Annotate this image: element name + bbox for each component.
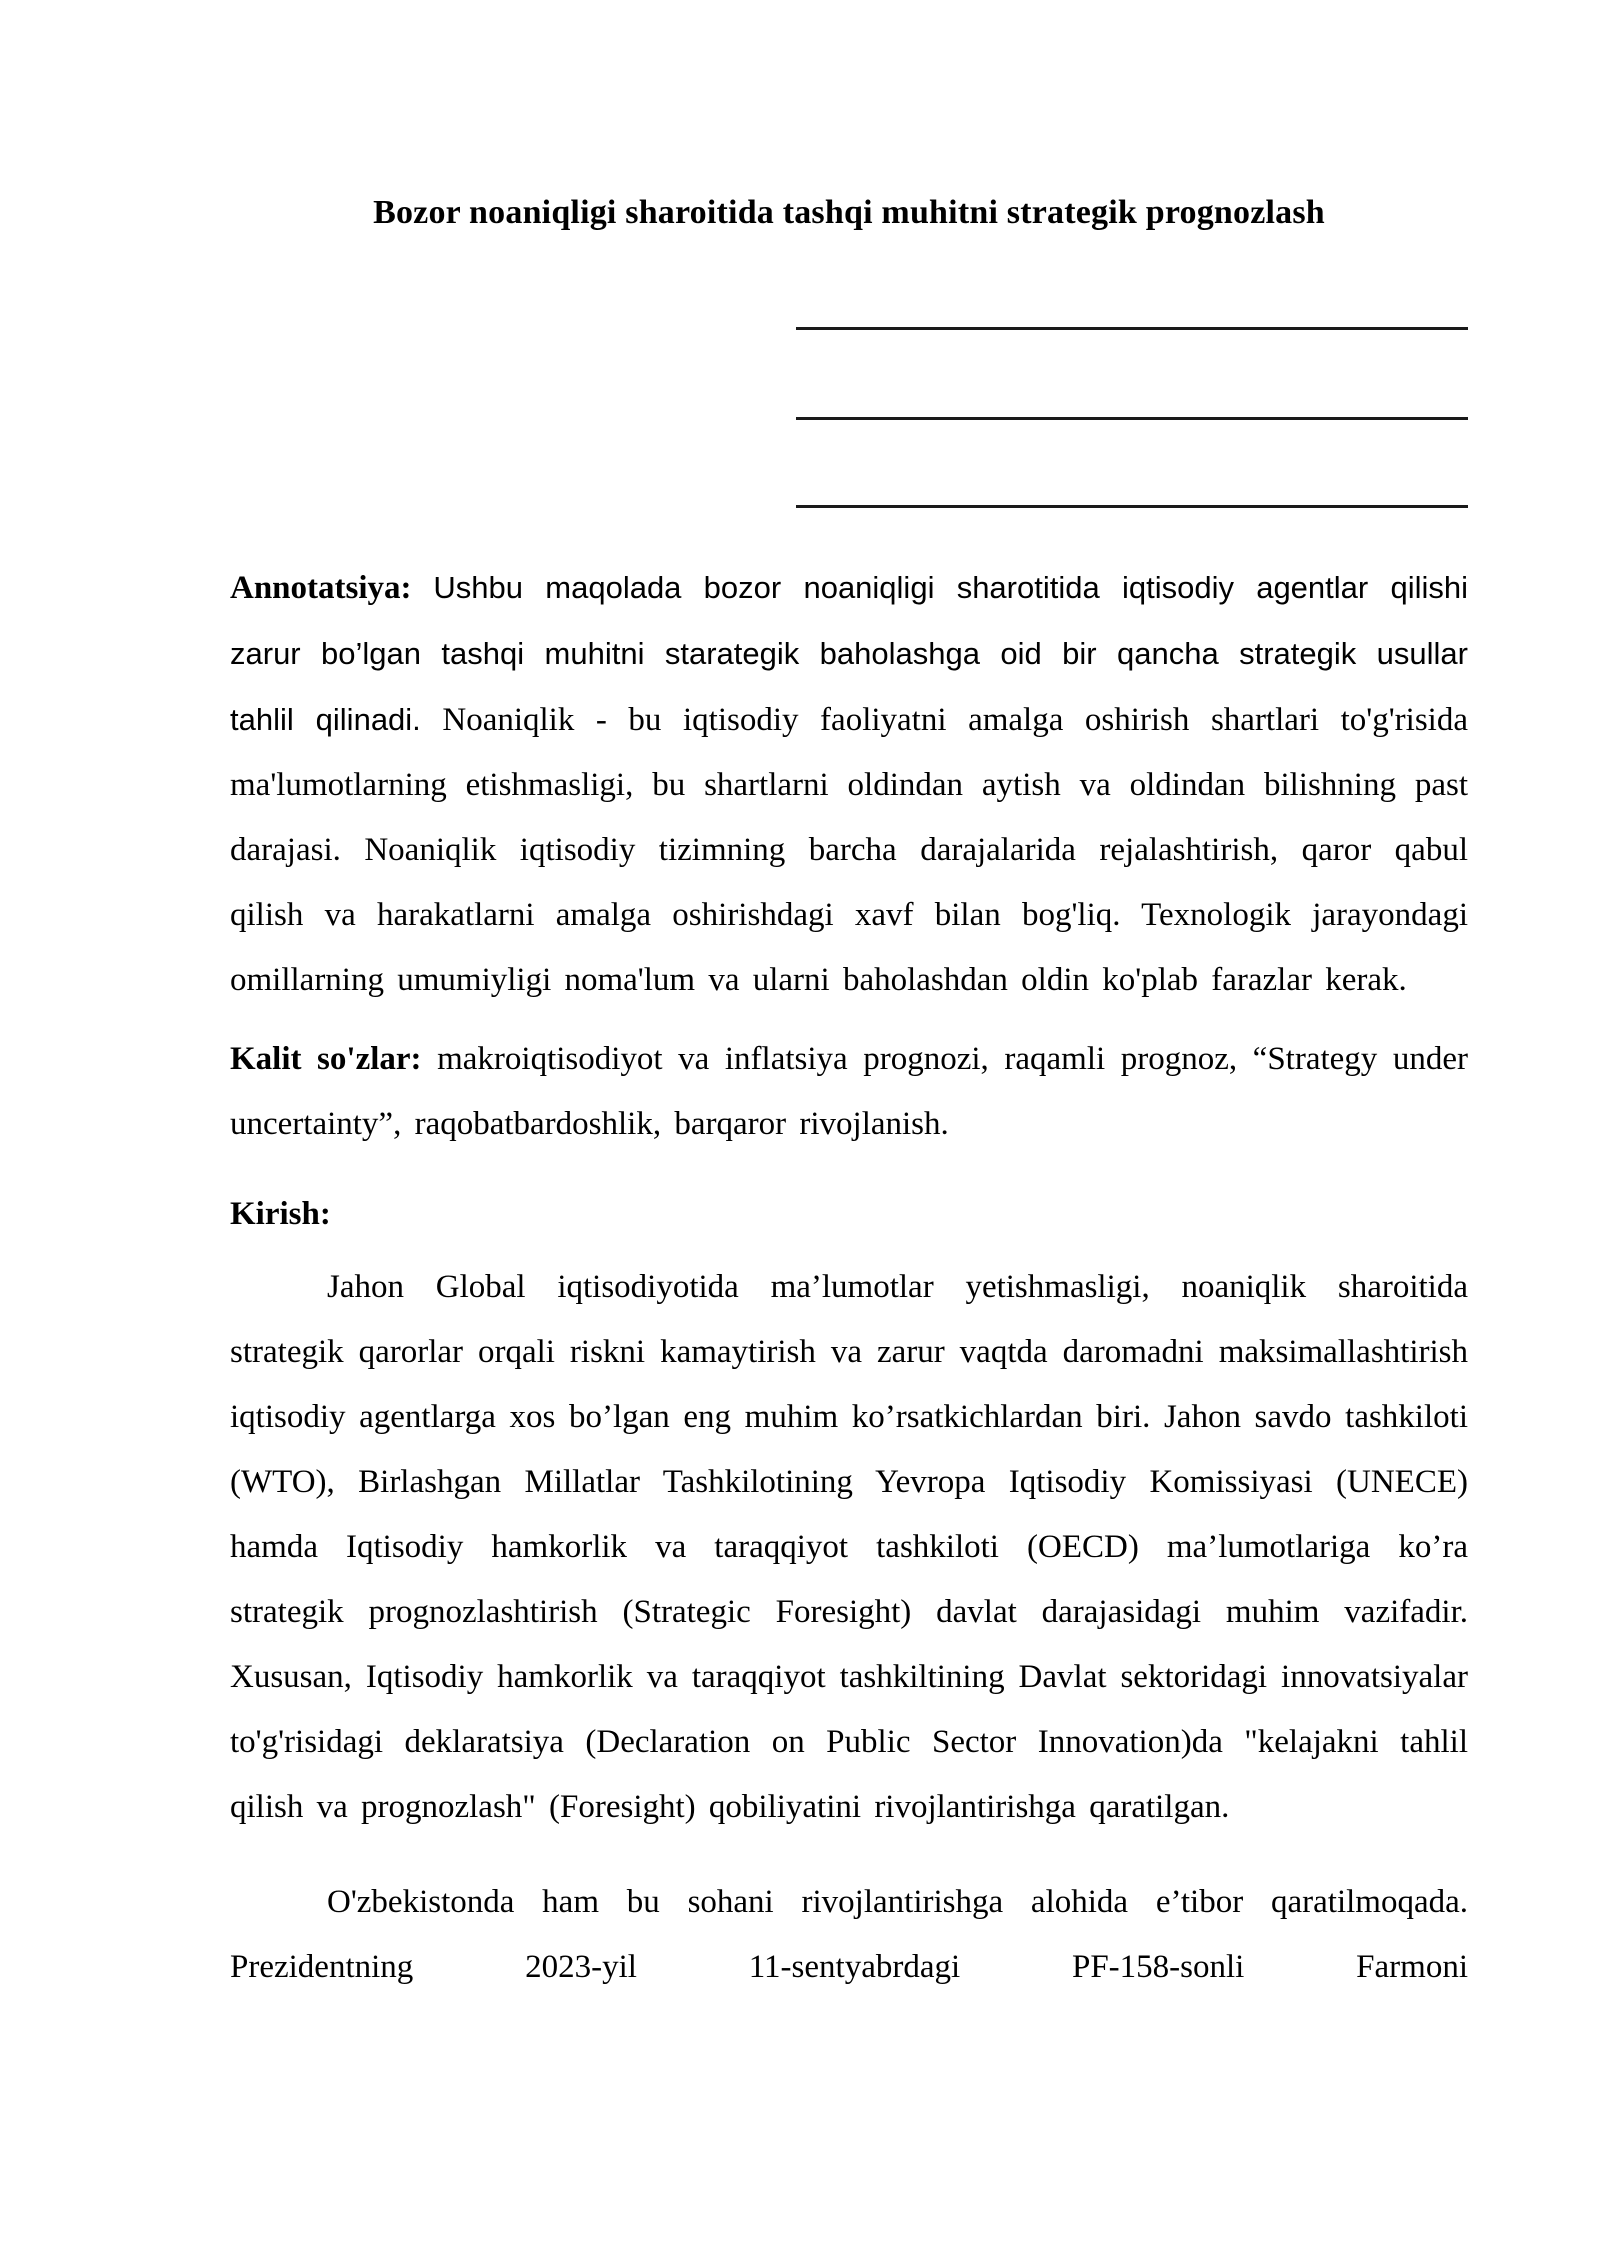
annotation-lead-sentence: Ushbu maqolada bozor noaniqligi sharotitida iqtisodiy agentlar qilishi zarur bo’lgan tashqi muhitni starategik baholashga oid bir qancha strategik usullar tahlil qilinadi. xyxy=(230,570,1468,737)
document-title: Bozor noaniqligi sharoitida tashqi muhitni strategik prognozlash xyxy=(373,194,1325,231)
signature-line-3 xyxy=(796,505,1468,508)
annotation-paragraph xyxy=(230,555,1468,1013)
keywords-text: makroiqtisodiyot va inflatsiya prognozi, raqamli prognoz, “Strategy under uncertainty”, raqobatbardoshlik, barqaror rivojlanish. xyxy=(230,1041,1469,1142)
body-paragraph-2: O'zbekistonda ham bu sohani rivojlantirishga alohida e’tibor qaratilmoqada. Prezidentning 2023-yil 11-sentyabrdagi PF-158-sonli Farmoni xyxy=(230,1884,1468,1985)
keywords-label: Kalit so'zlar: xyxy=(230,1041,422,1077)
signature-lines-block xyxy=(230,327,1468,508)
body-paragraph-1: Jahon Global iqtisodiyotida ma’lumotlar yetishmasligi, noaniqlik sharoitida strategik qarorlar orqali riskni kamaytirish va zarur vaqtda daromadni maksimallashtirish iqtisodiy agentlarga xos bo’lgan eng muhim ko’rsatkichlardan biri. Jahon savdo tashkiloti (WTO), Birlashgan Millatlar Tashkilotining Yevropa Iqtisodiy Komissiyasi (UNECE) hamda Iqtisodiy hamkorlik va taraqqiyot tashkiloti (OECD) ma’lumotlariga ko’ra strategik prognozlashtirish (Strategic Foresight) davlat darajasidagi muhim vazifadir. Xususan, Iqtisodiy hamkorlik va taraqqiyot tashkiltining Davlat sektoridagi innovatsiyalar to'g'risidagi deklaratsiya (Declaration on Public Sector Innovation)da "kelajakni tahlil qilish va prognozlash" (Foresight) qobiliyatini rivojlantirishga qaratilgan. xyxy=(230,1269,1468,1825)
keywords-paragraph xyxy=(230,1027,1468,1157)
signature-line-1 xyxy=(796,327,1468,330)
annotation-label: Annotatsiya: xyxy=(230,570,412,606)
signature-line-2 xyxy=(796,417,1468,420)
kirish-heading: Kirish: xyxy=(230,1196,331,1232)
annotation-body-text: Noaniqlik - bu iqtisodiy faoliyatni amalga oshirish shartlari to'g'risida ma'lumotlarning etishmasligi, bu shartlarni oldindan aytish va oldindan bilishning past darajasi. Noaniqlik iqtisodiy tizimning barcha darajalarida rejalashtirish, qaror qabul qilish va harakatlarni amalga oshirishdagi xavf bilan bog'liq. Texnologik jarayondagi omillarning umumiyligi noma'lum va ularni baholashdan oldin ko'plab farazlar kerak. xyxy=(230,702,1469,998)
